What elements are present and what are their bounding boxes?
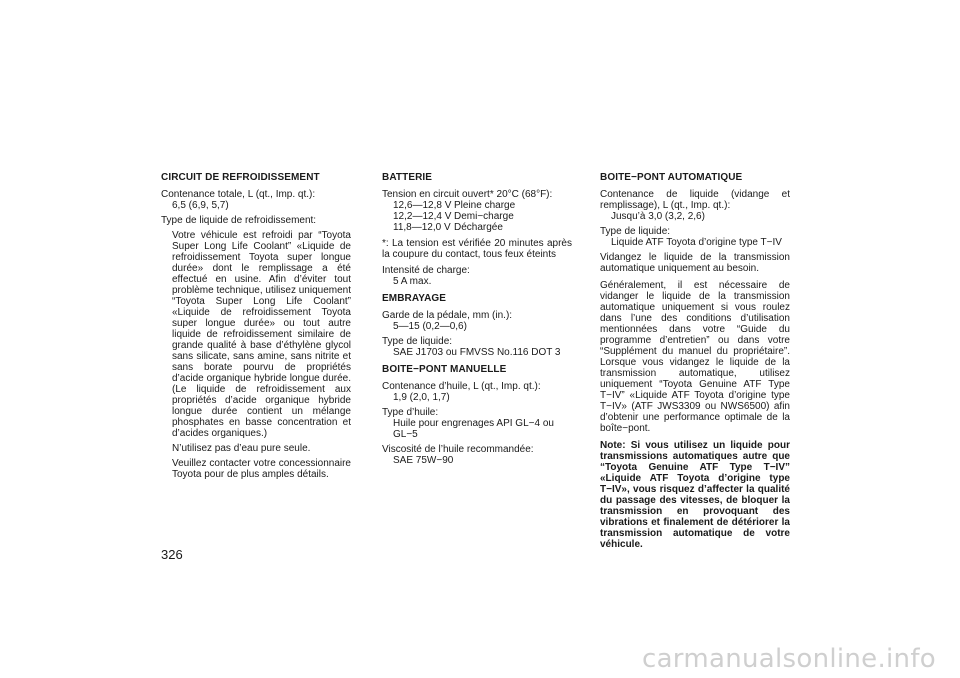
coolant-type-label: Type de liquide de refroidissement: (161, 215, 317, 226)
clutch-fluid-value: SAE J1703 ou FMVSS No.116 DOT 3 (393, 347, 561, 358)
battery-voltage-row (393, 200, 572, 211)
atf-capacity-label: Contenance de liquide (vidange et remplissage), L (qt., Imp. qt.): (600, 189, 790, 211)
voltage-range: 12,6—12,8 V (393, 200, 452, 211)
battery-voltage-row (393, 211, 572, 222)
atf-type-label: Type de liquide: (600, 226, 671, 237)
battery-voltage-label: Tension en circuit ouvert* 20°C (68°F): (382, 189, 553, 200)
manual-transaxle-heading: BOITE−PONT MANUELLE (382, 364, 507, 375)
battery-clutch-manual-section (382, 172, 572, 470)
atf-warning-note: Note: Si vous utilisez un liquide pour transmissions automatiques autre que “Toyota Genuine ATF Type T−IV” «Liquide ATF Toyota d’origine type T−IV», vous risquez d’affecter la qualité du passage des vitesses, de bloquer la transmission en provoquant des vibrations et finalement de détériorer la transmission automatique de votre véhicule. (600, 440, 790, 550)
manual-oil-type-value: Huile pour engrenages API GL−4 ou GL−5 (393, 418, 554, 440)
cooling-heading: CIRCUIT DE REFROIDISSEMENT (161, 172, 320, 183)
manual-oil-type-label: Type d’huile: (382, 407, 439, 418)
manual-oil-capacity-label: Contenance d’huile, L (qt., Imp. qt.): (382, 381, 541, 392)
cooling-capacity-value: 6,5 (6,9, 5,7) (172, 200, 229, 211)
cooling-capacity-label: Contenance totale, L (qt., Imp. qt.): (161, 189, 316, 200)
watermark: carmanualsonline.info (641, 644, 936, 674)
manual-oil-capacity-value: 1,9 (2,0, 1,7) (393, 392, 450, 403)
page-number: 326 (161, 547, 183, 562)
pedal-freeplay-label: Garde de la pédale, mm (in.): (382, 310, 513, 321)
clutch-heading: EMBRAYAGE (382, 293, 447, 304)
battery-footnote: *: La tension est vérifiée 20 minutes après la coupure du contact, tous feux éteints (382, 238, 572, 260)
battery-voltage-table (382, 200, 572, 233)
dealer-contact-note: Veuillez contacter votre concessionnaire Toyota pour de plus amples détails. (172, 458, 351, 480)
pedal-freeplay-value: 5—15 (0,2—0,6) (393, 321, 467, 332)
charge-state: Pleine charge (454, 200, 516, 211)
atf-general-note: Généralement, il est nécessaire de vidanger le liquide de la transmission automatique uniquement si vous roulez dans l’une des conditions d’utilisation mentionnées dans votre “Guide du programme d’entretien” ou dans votre “Supplément du manuel du propriétaire”. Lorsque vous vidangez le liquide de la transmission automatique, utilisez uniquement “Toyota Genuine ATF Type T−IV” «Liquide ATF Toyota d’origine type T−IV» (ATF JWS3309 ou NWS6500) afin d’obtenir une performance optimale de la boîte−pont. (600, 280, 790, 434)
automatic-transaxle-heading: BOITE−PONT AUTOMATIQUE (600, 172, 743, 183)
charge-rate-label: Intensité de charge: (382, 265, 470, 276)
voltage-range: 12,2—12,4 V (393, 211, 452, 222)
charge-state: Demi−charge (454, 211, 514, 222)
atf-type-value: Liquide ATF Toyota d’origine type T−IV (611, 237, 782, 248)
voltage-range: 11,8—12,0 V (393, 222, 451, 233)
automatic-transaxle-section (600, 172, 790, 554)
atf-capacity-value: Jusqu’à 3,0 (3,2, 2,6) (611, 211, 705, 222)
battery-voltage-row (393, 222, 572, 233)
cooling-system-section (161, 172, 351, 484)
atf-drain-note: Vidangez le liquide de la transmission automatique uniquement au besoin. (600, 252, 790, 274)
coolant-type-text: Votre véhicule est refroidi par “Toyota Super Long Life Coolant” «Liquide de refroidissement Toyota super longue durée» dont le remplissage a été effectué en usine. Afin d’éviter tout problème technique, utilisez uniquement “Toyota Super Long Life Coolant” «Liquide de refroidissement Toyota super longue durée» ou tout autre liquide de refroidissement similaire de grande qualité à base d’éthylène glycol sans silicate, sans amine, sans nitrite et sans borate pourvu de propriétés d’acide organique hybride longue durée. (Le liquide de refroidissement aux propriétés d’acide organique hybride longue durée contient un mélange phosphates en basse concentration et d’acides organiques.) (172, 230, 351, 439)
oil-viscosity-value: SAE 75W−90 (393, 455, 454, 466)
no-pure-water-note: N’utilisez pas d’eau pure seule. (172, 443, 311, 454)
oil-viscosity-label: Viscosité de l’huile recommandée: (382, 444, 534, 455)
charge-state: Déchargée (454, 222, 503, 233)
battery-heading: BATTERIE (382, 172, 433, 183)
charge-rate-value: 5 A max. (393, 276, 432, 287)
clutch-fluid-label: Type de liquide: (382, 336, 453, 347)
